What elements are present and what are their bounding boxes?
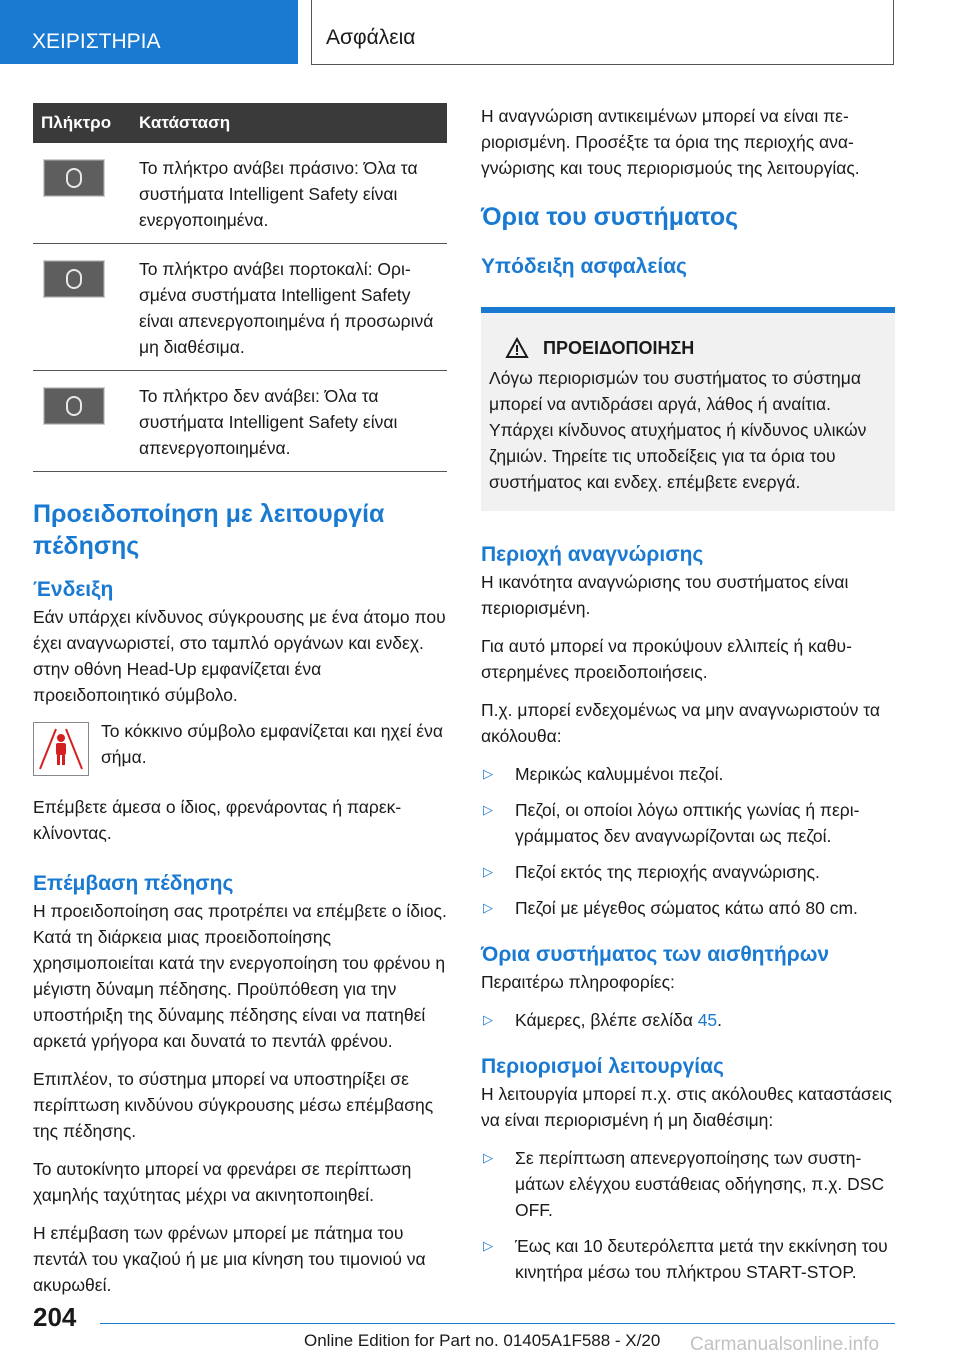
table-row bbox=[33, 371, 447, 472]
intelligent-safety-button-icon bbox=[43, 260, 105, 298]
table-cell: Το πλήκτρο δεν ανάβει: Όλα τα συστήματα Intelligent Safety είναι απενεργοποιημένα. bbox=[131, 371, 447, 472]
paragraph: Η προειδοποίηση σας προτρέπει να επέμβετε ο ίδιος. Κατά τη διάρκεια μιας προειδοποίησης χρησιμοποιείται κατά την ενεργοποίηση του φρένου η μέγιστη δύναμη πέδησης. Προϋπόθεση για την υποστήριξη της δύναμης πέδησης είναι να πατηθεί αρκετά γρήγορα και δυνατά το πεντάλ φρένου. bbox=[33, 901, 447, 1051]
key-status-table bbox=[33, 103, 447, 472]
pedestrian-warning-icon bbox=[33, 722, 89, 776]
edition-text: Online Edition for Part no. 01405A1F588 - X/20 bbox=[304, 1331, 661, 1350]
warning-heading bbox=[489, 337, 885, 359]
symbol-description: Το κόκκινο σύμβολο εμφανίζεται και ηχεί ένα σήμα. bbox=[101, 721, 443, 767]
paragraph: Π.χ. μπορεί ενδεχομένως να μην αναγνωριστούν τα ακόλουθα: bbox=[481, 700, 881, 746]
list-item: ▷ Μερικώς καλυμμένοι πεζοί. bbox=[481, 761, 895, 787]
heading-detection-area: Περιοχή αναγνώρισης bbox=[481, 543, 704, 566]
table-cell: Το πλήκτρο ανάβει πορτοκαλί: Ορισμένα συστήματα Intelligent Safety είναι απενεργοποιημένα ή προσωρινά μη διαθέσιμα. bbox=[131, 244, 447, 371]
intelligent-safety-button-icon bbox=[43, 159, 105, 197]
bullet-triangle-icon: ▷ bbox=[483, 900, 493, 915]
paragraph: Για αυτό μπορεί να προκύψουν ελλιπείς ή καθυστερημένες προειδοποιήσεις. bbox=[481, 636, 852, 682]
symbol-row bbox=[33, 720, 447, 782]
table-row bbox=[33, 143, 447, 244]
chapter-tab bbox=[0, 0, 298, 64]
col-state-header: Κατάσταση bbox=[131, 103, 447, 143]
list-item: ▷ Κάμερες, βλέπε σελίδα 45. bbox=[481, 1007, 895, 1033]
heading-sensor-limits: Όρια συστήματος των αισθητήρων bbox=[481, 943, 830, 966]
detection-list bbox=[481, 761, 895, 921]
warning-text: Λόγω περιορισμών του συστήματος το σύστημα μπορεί να αντιδράσει αργά, λάθος ή αναίτια. Υπάρχει κίνδυνος ατυχήματος ή κίνδυνος υλικών ζημιών. Τηρείτε τις υποδείξεις για τα όρια του συστήματος και ενδεχ. επέμβετε ενεργά. bbox=[489, 368, 867, 492]
function-list bbox=[481, 1145, 895, 1285]
warning-box bbox=[481, 307, 895, 511]
list-item: ▷ Πεζοί, οι οποίοι λόγω οπτικής γωνίας ή περιγράμματος δεν αναγνωρίζονται ως πεζοί. bbox=[481, 797, 895, 849]
header-divider bbox=[893, 0, 894, 64]
list-item: ▷ Σε περίπτωση απενεργοποίησης των συστημάτων ελέγχου ευστάθειας οδήγησης, π.χ. DSC OFF. bbox=[481, 1145, 895, 1223]
header-divider bbox=[311, 0, 312, 64]
left-column bbox=[33, 103, 447, 1310]
page-link[interactable]: 45 bbox=[697, 1010, 718, 1030]
heading-indication: Ένδειξη bbox=[33, 578, 114, 601]
heading-function-limits: Περιορισμοί λειτουργίας bbox=[481, 1055, 724, 1078]
paragraph: Η ικανότητα αναγνώρισης του συστήματος είναι περιορισμένη. bbox=[481, 572, 849, 618]
heading-warning-braking: Προειδοποίηση με λειτουργία πέδησης bbox=[33, 500, 385, 560]
intelligent-safety-button-icon bbox=[43, 387, 105, 425]
header-divider bbox=[311, 64, 894, 65]
page-number: 204 bbox=[33, 1302, 77, 1332]
right-column bbox=[481, 103, 895, 1297]
bullet-triangle-icon: ▷ bbox=[483, 802, 493, 817]
sensor-list bbox=[481, 1007, 895, 1033]
heading-system-limits: Όρια του συστήματος bbox=[481, 203, 739, 231]
warning-triangle-icon bbox=[505, 337, 529, 359]
paragraph: Το αυτοκίνητο μπορεί να φρενάρει σε περίπτωση χαμηλής ταχύτητας μέχρι να ακινητοποιηθεί. bbox=[33, 1159, 412, 1205]
warning-title: ΠΡΟΕΙΔΟΠΟΙΗΣΗ bbox=[543, 337, 695, 358]
paragraph: Περαιτέρω πληροφορίες: bbox=[481, 972, 675, 992]
col-key-header: Πλήκτρο bbox=[33, 103, 131, 143]
heading-safety-note: Υπόδειξη ασφαλείας bbox=[481, 255, 687, 278]
bullet-triangle-icon: ▷ bbox=[483, 766, 493, 781]
watermark: Carmanualsonline.info bbox=[690, 1334, 880, 1355]
table-row bbox=[33, 244, 447, 371]
table-header-row bbox=[33, 103, 447, 143]
paragraph: Η λειτουργία μπορεί π.χ. στις ακόλουθες καταστάσεις να είναι περιορισμένη ή μη διαθέσιμη: bbox=[481, 1084, 892, 1130]
bullet-triangle-icon: ▷ bbox=[483, 1238, 493, 1253]
list-item: ▷ Πεζοί εκτός της περιοχής αναγνώρισης. bbox=[481, 859, 895, 885]
paragraph: Επέμβετε άμεσα ο ίδιος, φρενάροντας ή παρεκκλίνοντας. bbox=[33, 797, 402, 843]
paragraph: Η επέμβαση των φρένων μπορεί με πάτημα του πεντάλ του γκαζιού ή με μια κίνηση του τιμονιού να ακυρωθεί. bbox=[33, 1223, 426, 1295]
section-title: Ασφάλεια bbox=[326, 26, 416, 49]
bullet-triangle-icon: ▷ bbox=[483, 1012, 493, 1027]
bullet-triangle-icon: ▷ bbox=[483, 864, 493, 879]
chapter-tab-label: ΧΕΙΡΙΣΤΗΡΙΑ bbox=[32, 30, 161, 53]
paragraph: Εάν υπάρχει κίνδυνος σύγκρουσης με ένα άτομο που έχει αναγνωριστεί, στο ταμπλό οργάνων και ενδεχ. στην οθόνη Head-Up εμφανίζεται ένα προειδοποιητικό σύμβολο. bbox=[33, 607, 446, 705]
paragraph: Επιπλέον, το σύστημα μπορεί να υποστηρίξει σε περίπτωση κινδύνου σύγκρουσης μέσω επέμβασης της πέδησης. bbox=[33, 1069, 434, 1141]
list-item: ▷ Πεζοί με μέγεθος σώματος κάτω από 80 cm. bbox=[481, 895, 895, 921]
bullet-triangle-icon: ▷ bbox=[483, 1150, 493, 1165]
paragraph: Η αναγνώριση αντικειμένων μπορεί να είναι περιορισμένη. Προσέξτε τα όρια της περιοχής αναγνώρισης και τους περιορισμούς της λειτουργίας. bbox=[481, 106, 860, 178]
footer-divider bbox=[100, 1323, 895, 1324]
table-cell: Το πλήκτρο ανάβει πράσινο: Όλα τα συστήματα Intelligent Safety είναι ενεργοποιημένα. bbox=[131, 143, 447, 244]
list-item: ▷ Έως και 10 δευτερόλεπτα μετά την εκκίνηση του κινητήρα μέσω του πλήκτρου START-STOP. bbox=[481, 1233, 895, 1285]
heading-brake-intervention: Επέμβαση πέδησης bbox=[33, 872, 234, 895]
